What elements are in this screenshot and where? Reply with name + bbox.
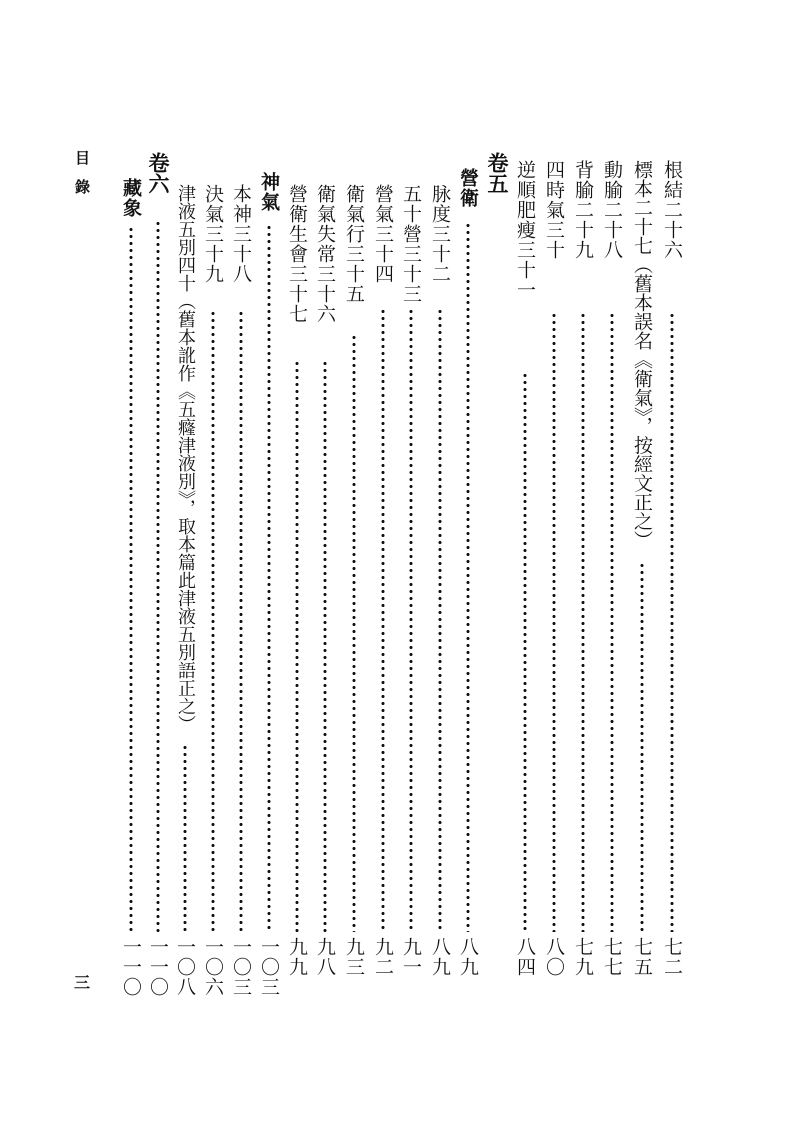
entry-title: 藏象 [120,178,142,218]
entry-title: 根結二十六 [661,160,683,260]
dot-leader [552,312,556,932]
dot-leader [523,372,527,932]
dot-leader [610,312,614,932]
entry-page: 一〇六 [202,937,224,997]
entry-title: 標本二十七（舊本誤名《衛氣》，按經文正之） [631,160,653,550]
dot-leader [409,308,413,932]
entry-page: 八〇 [543,937,565,977]
dot-leader [129,226,133,932]
dot-leader [267,224,271,932]
entry-title: 五十營三十三 [400,184,422,304]
entry-page: 七九 [572,937,594,977]
dot-leader [239,310,243,932]
dot-leader [295,360,299,932]
entry-page: 九二 [372,937,394,977]
entry-page: 八四 [514,937,536,977]
running-title: 目錄 [73,150,91,208]
dot-leader [670,312,674,932]
entry-page: 一一〇 [120,937,142,997]
entry-title: 本神三十八 [230,184,252,284]
entry-page: 九一 [400,937,422,977]
entry-page: 一一〇 [147,937,169,997]
entry-title: 背腧二十九 [572,160,594,260]
entry-page: 七七 [601,937,623,977]
entry-title: 營氣三十四 [372,184,394,284]
entry-page: 九三 [343,937,365,977]
volume-title: 卷六 [146,152,171,194]
entry-page: 一〇三 [258,937,280,997]
dot-leader [156,220,160,932]
entry-title: 衛氣行三十五 [343,184,365,304]
entry-page: 一〇三 [230,937,252,997]
dot-leader [183,744,187,932]
entry-title: 脉度三十二 [429,184,451,284]
entry-page: 七五 [631,937,653,977]
dot-leader [438,308,442,932]
entry-title: 營衛 [457,168,479,208]
dot-leader [640,562,644,932]
entry-title: 逆順肥瘦三十一 [514,160,536,300]
dot-leader [466,222,470,932]
page-number: 三 [74,973,91,992]
entry-page: 八九 [429,937,451,977]
entry-title: 神氣 [258,172,280,212]
entry-title: 四時氣三十 [543,160,565,260]
entry-page: 一〇八 [174,937,196,997]
entry-title: 營衛生會三十七 [286,184,308,324]
entry-title: 決氣三十九 [202,184,224,284]
entry-page: 八九 [457,937,479,977]
dot-leader [323,360,327,932]
dot-leader [381,308,385,932]
volume-title: 卷五 [485,152,510,194]
entry-title: 動腧二十八 [601,160,623,260]
entry-page: 九八 [314,937,336,977]
dot-leader [211,310,215,932]
entry-title: 津液五別四十（舊本訛作《五癃津液別》，取本篇此津液五別語正之） [175,184,196,733]
entry-title: 衛氣失常三十六 [314,184,336,324]
entry-page: 九九 [286,937,308,977]
entry-page: 七二 [661,937,683,977]
dot-leader [352,334,356,932]
dot-leader [581,312,585,932]
